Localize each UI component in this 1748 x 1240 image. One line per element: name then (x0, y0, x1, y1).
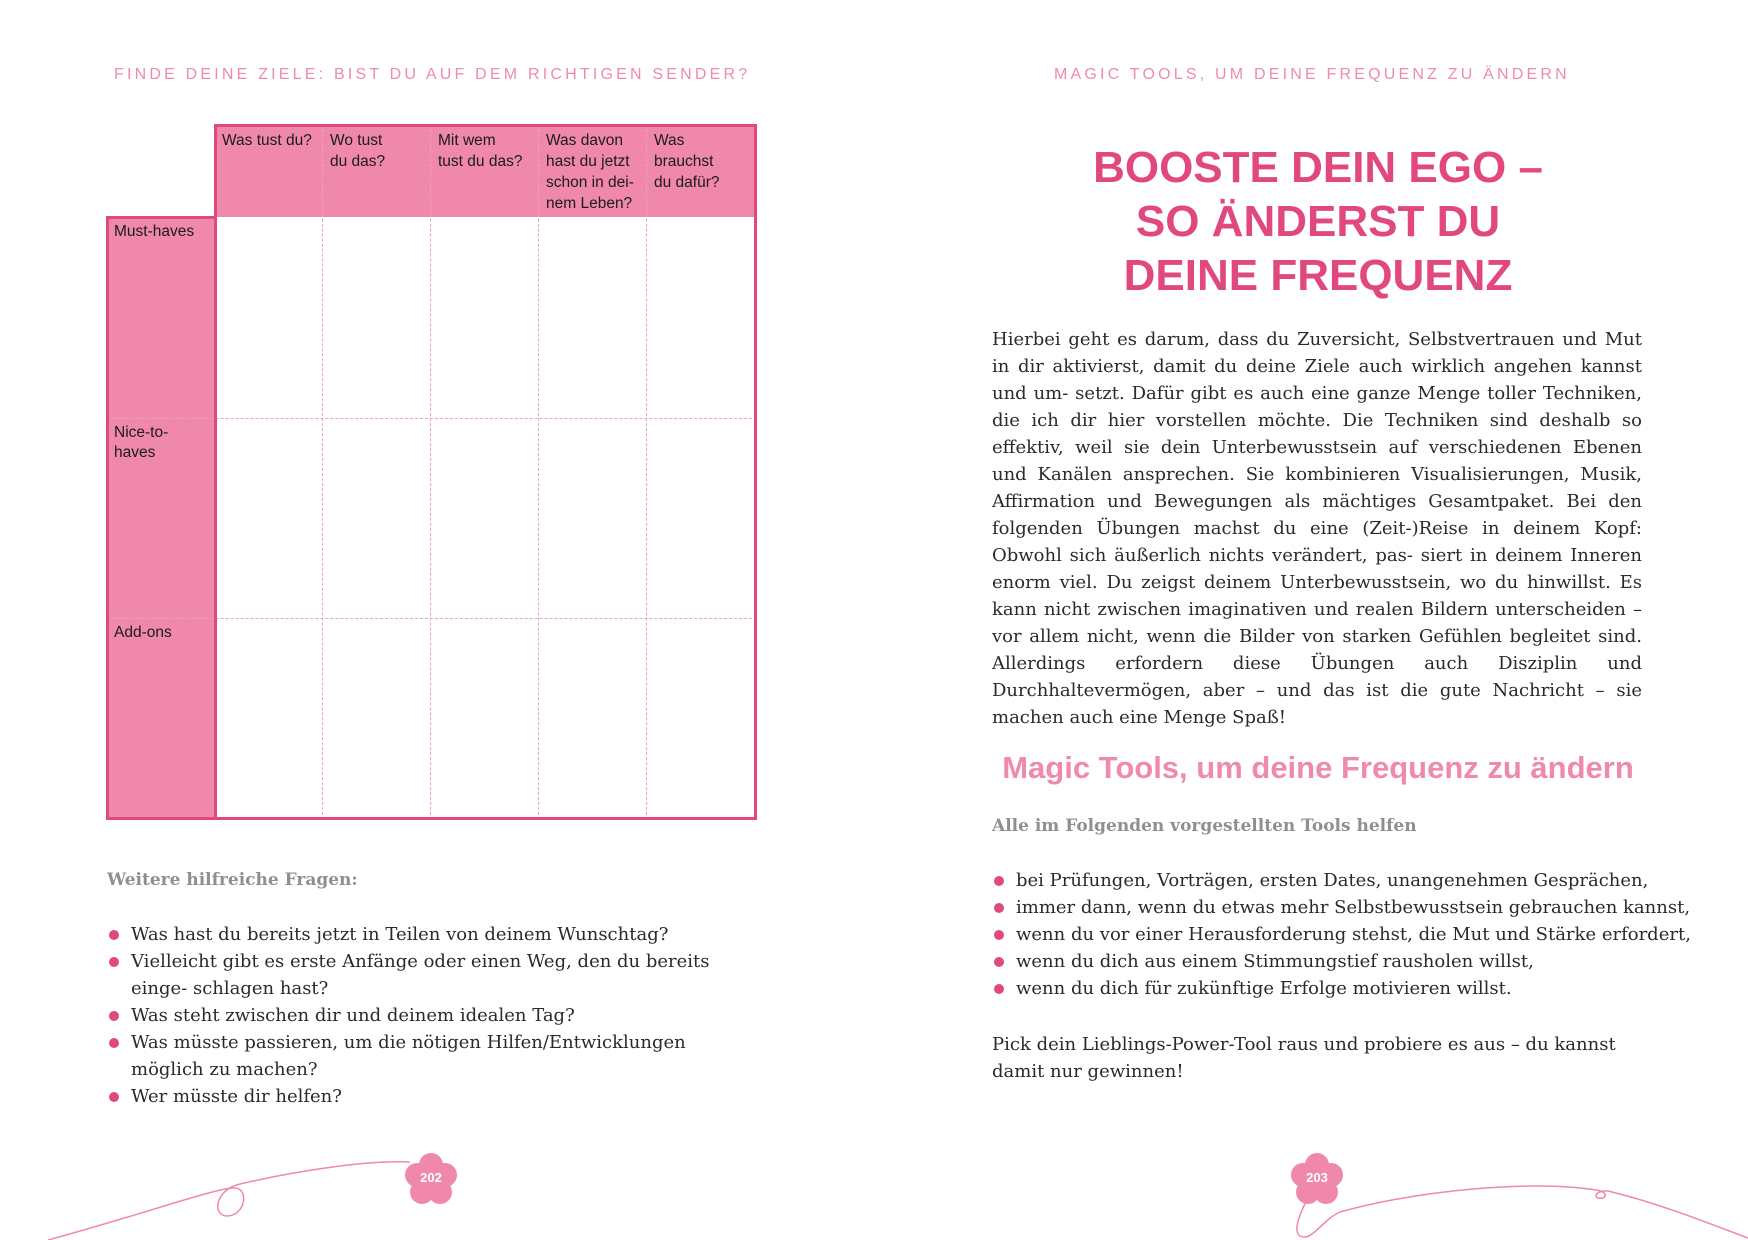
left-running-head: FINDE DEINE ZIELE: BIST DU AUF DEM RICHTIGEN SENDER? (114, 66, 751, 83)
list-item: Was müsste passieren, um die nötigen Hilfen/Entwicklungen möglich zu machen? (107, 1029, 762, 1083)
bullet-icon (994, 903, 1004, 913)
section-lead: Alle im Folgenden vorgestellten Tools helfen (992, 816, 1417, 836)
goals-worksheet-table (106, 124, 757, 820)
bullet-icon (109, 1011, 119, 1021)
chapter-title-line: SO ÄNDERST DU (1135, 197, 1501, 246)
list-item: wenn du vor einer Herausforderung stehst, die Mut und Stärke erfordert, (992, 921, 1652, 948)
row-label: Add-ons (114, 624, 172, 641)
column-header: Was tust du? (222, 132, 312, 149)
bullet-icon (109, 1038, 119, 1048)
bullet-icon (109, 1092, 119, 1102)
intro-paragraph: Hierbei geht es darum, dass du Zuversicht, Selbstvertrauen und Mut in dir aktivierst, damit du deine Ziele auch wirklich angehen kannst und um- setzt. Dafür gibt es auch eine ganze Menge toller Techniken, die ich dir hier vorstellen möchte. Die Techniken sind deshalb so effektiv, weil sie dein Unterbewusstsein auf verschiedenen Ebenen und Kanälen ansprechen. Sie kombinieren Visualisierungen, Musik, Affirmation und Bewegungen als mächtiges Gesamtpaket. Bei den folgenden Übungen machst du eine (Zeit-)Reise in deinem Kopf: Obwohl sich äußerlich nichts verändert, pas- siert in deinem Inneren enorm viel. Du zeigst deinem Unterbewusstsein, wo du hinwillst. Es kann nicht zwischen imaginativen und realen Bildern unterscheiden – vor allem nicht, wenn die Bilder von starken Gefühlen begleitet sind. Allerdings erfordern diese Übungen auch Disziplin und Durchhaltevermögen, aber – und das ist die gute Nachricht – sie machen auch eine Menge Spaß! (992, 329, 1642, 728)
list-item: bei Prüfungen, Vorträgen, ersten Dates, unangenehmen Gesprächen, (992, 867, 1652, 894)
questions-heading: Weitere hilfreiche Fragen: (107, 870, 358, 890)
list-item: immer dann, wenn du etwas mehr Selbstbewusstsein gebrauchen kannst, (992, 894, 1652, 921)
page-number-flower (1289, 1152, 1345, 1208)
bullet-icon (994, 930, 1004, 940)
list-item: Vielleicht gibt es erste Anfänge oder einen Weg, den du bereits einge- schlagen hast? (107, 948, 762, 1002)
list-item: wenn du dich aus einem Stimmungstief rausholen willst, (992, 948, 1652, 975)
column-header: Was davon hast du jetzt schon in dei- nem Leben? (546, 132, 634, 212)
bullet-icon (109, 957, 119, 967)
column-header: Wo tust du das? (330, 132, 386, 170)
chapter-title-line: DEINE FREQUENZ (1123, 251, 1513, 300)
right-swirl (1297, 1180, 1748, 1238)
footer-swirl-decoration (0, 1120, 1748, 1240)
page-number-flower (403, 1152, 459, 1208)
tool-uses-list (992, 867, 1691, 1002)
page-number: 202 (420, 1170, 442, 1185)
row-label: Nice-to- haves (114, 424, 169, 461)
table-frame-side (106, 216, 217, 820)
questions-list (107, 921, 762, 1110)
bullet-icon (994, 957, 1004, 967)
table-frame-main (214, 124, 757, 820)
bullet-icon (994, 876, 1004, 886)
section-title: Magic Tools, um deine Frequenz zu ändern (1002, 750, 1634, 785)
chapter-title (993, 141, 1643, 303)
list-item: wenn du dich für zukünftige Erfolge motivieren willst. (992, 975, 1652, 1002)
row-label: Must-haves (114, 223, 195, 240)
right-running-head: MAGIC TOOLS, UM DEINE FREQUENZ ZU ÄNDERN (1054, 66, 1570, 83)
closing-paragraph: Pick dein Lieblings-Power-Tool raus und probiere es aus – du kannst damit nur gewinnen! (992, 1034, 1616, 1082)
list-item: Was hast du bereits jetzt in Teilen von deinem Wunschtag? (107, 921, 762, 948)
column-header: Mit wem tust du das? (438, 132, 523, 170)
list-item: Was steht zwischen dir und deinem idealen Tag? (107, 1002, 762, 1029)
bullet-icon (994, 984, 1004, 994)
column-header: Was brauchst du dafür? (654, 132, 720, 191)
bullet-icon (109, 930, 119, 940)
list-item: Wer müsste dir helfen? (107, 1083, 762, 1110)
left-swirl (48, 1162, 410, 1240)
chapter-title-line: BOOSTE DEIN EGO – (1093, 143, 1543, 192)
page-number: 203 (1306, 1170, 1328, 1185)
